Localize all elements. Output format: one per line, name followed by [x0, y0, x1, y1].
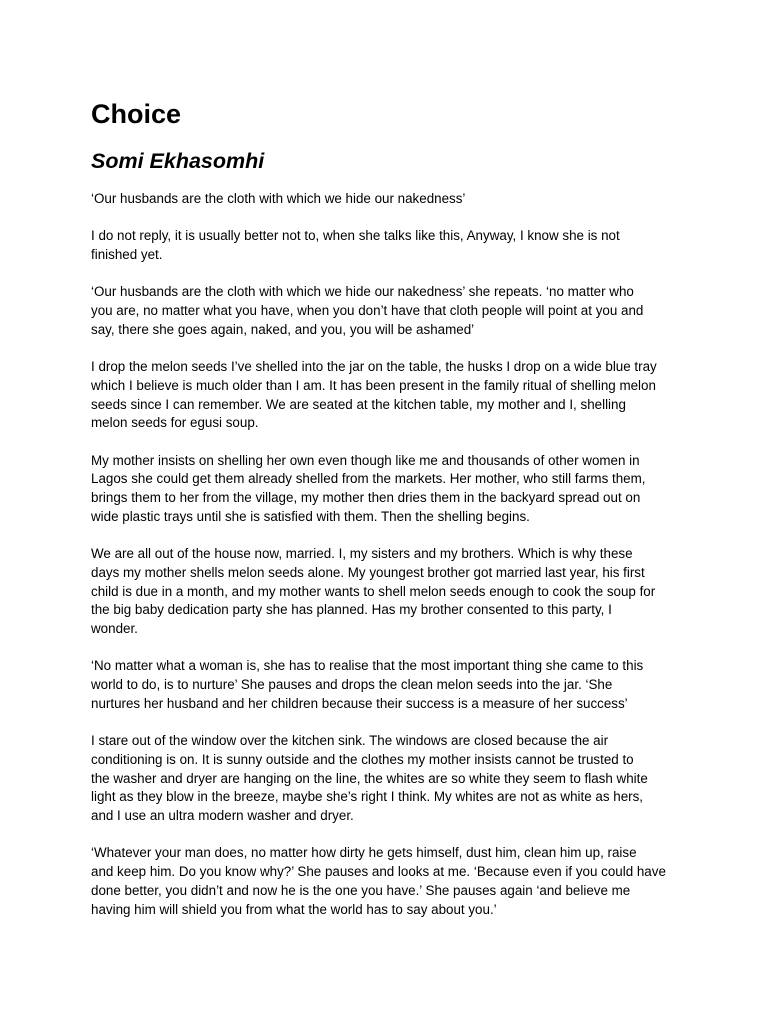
paragraph-line: finished yet.	[91, 247, 163, 262]
paragraph-line: wonder.	[91, 621, 138, 636]
author-name: Somi Ekhasomhi	[91, 149, 265, 173]
paragraph	[91, 732, 691, 826]
paragraph-line: brings them to her from the village, my mother then dries them in the backyard spread out on	[91, 490, 641, 505]
paragraph	[91, 844, 691, 919]
paragraph-line: days my mother shells melon seeds alone. My youngest brother got married last year, his first	[91, 564, 645, 580]
paragraph-line: melon seeds for egusi soup.	[91, 415, 259, 431]
paragraph-line: you are, no matter what you have, when you don’t have that cloth people will point at you and	[91, 303, 644, 318]
paragraph-line: light as they blow in the breeze, maybe she’s right I think. My whites are not as white as hers,	[91, 789, 644, 805]
paragraph-line: having him will shield you from what the world has to say about you.’	[91, 901, 497, 917]
paragraph	[91, 657, 691, 713]
paragraph-line: nurtures her husband and her children because their success is a measure of her success’	[91, 695, 628, 711]
paragraph-line: ‘Our husbands are the cloth with which we hide our nakedness’ she repeats. ‘no matter who	[91, 284, 634, 300]
paragraph-line: the big baby dedication party she has planned. Has my brother consented to this party, I	[91, 602, 612, 618]
paragraph-line: We are all out of the house now, married. I, my sisters and my brothers. Which is why these	[91, 546, 633, 561]
paragraph	[91, 283, 691, 339]
paragraph-line: and I use an ultra modern washer and dryer.	[91, 808, 354, 823]
paragraph-line: My mother insists on shelling her own even though like me and thousands of other women in	[91, 452, 640, 468]
paragraph-line: I do not reply, it is usually better not to, when she talks like this, Anyway, I know she is not	[91, 228, 620, 244]
paragraph-line: the washer and dryer are hanging on the line, the whites are so white they seem to flash white	[91, 770, 648, 786]
document-page	[91, 95, 691, 938]
paragraph	[91, 452, 691, 527]
paragraph	[91, 358, 691, 433]
paragraph-line: done better, you didn’t and now he is the one you have.’ She pauses again ‘and believe me	[91, 882, 631, 898]
paragraph-line: seeds since I can remember. We are seated at the kitchen table, my mother and I, shelling	[91, 396, 626, 412]
paragraph-line: I stare out of the window over the kitchen sink. The windows are closed because the air	[91, 733, 609, 748]
paragraph-line: which I believe is much older than I am. It has been present in the family ritual of shelling melon	[91, 377, 656, 393]
paragraph-line: child is due in a month, and my mother wants to shell melon seeds enough to cook the soup for	[91, 583, 656, 599]
paragraph-line: and keep him. Do you know why?’ She pauses and looks at me. ‘Because even if you could have	[91, 864, 666, 879]
paragraph-line: wide plastic trays until she is satisfied with them. Then the shelling begins.	[91, 508, 530, 524]
paragraph-line: world to do, is to nurture’ She pauses and drops the clean melon seeds into the jar. ‘She	[91, 677, 613, 692]
story-body	[91, 190, 691, 919]
paragraph-line: say, there she goes again, naked, and you, you will be ashamed’	[91, 321, 475, 337]
paragraph-line: conditioning is on. It is sunny outside and the clothes my mother insists cannot be trusted to	[91, 751, 634, 767]
paragraph-line: ‘Our husbands are the cloth with which we hide our nakedness’	[91, 191, 466, 206]
paragraph-line: Lagos she could get them already shelled from the markets. Her mother, who still farms them,	[91, 471, 646, 487]
paragraph	[91, 545, 691, 639]
document-title: Choice	[91, 99, 182, 129]
paragraph-line: ‘No matter what a woman is, she has to realise that the most important thing she came to this	[91, 658, 644, 674]
paragraph-line: ‘Whatever your man does, no matter how dirty he gets himself, dust him, clean him up, raise	[91, 845, 637, 861]
paragraph	[91, 190, 691, 209]
paragraph	[91, 227, 691, 265]
paragraph-line: I drop the melon seeds I’ve shelled into the jar on the table, the husks I drop on a wide blue tray	[91, 359, 657, 374]
